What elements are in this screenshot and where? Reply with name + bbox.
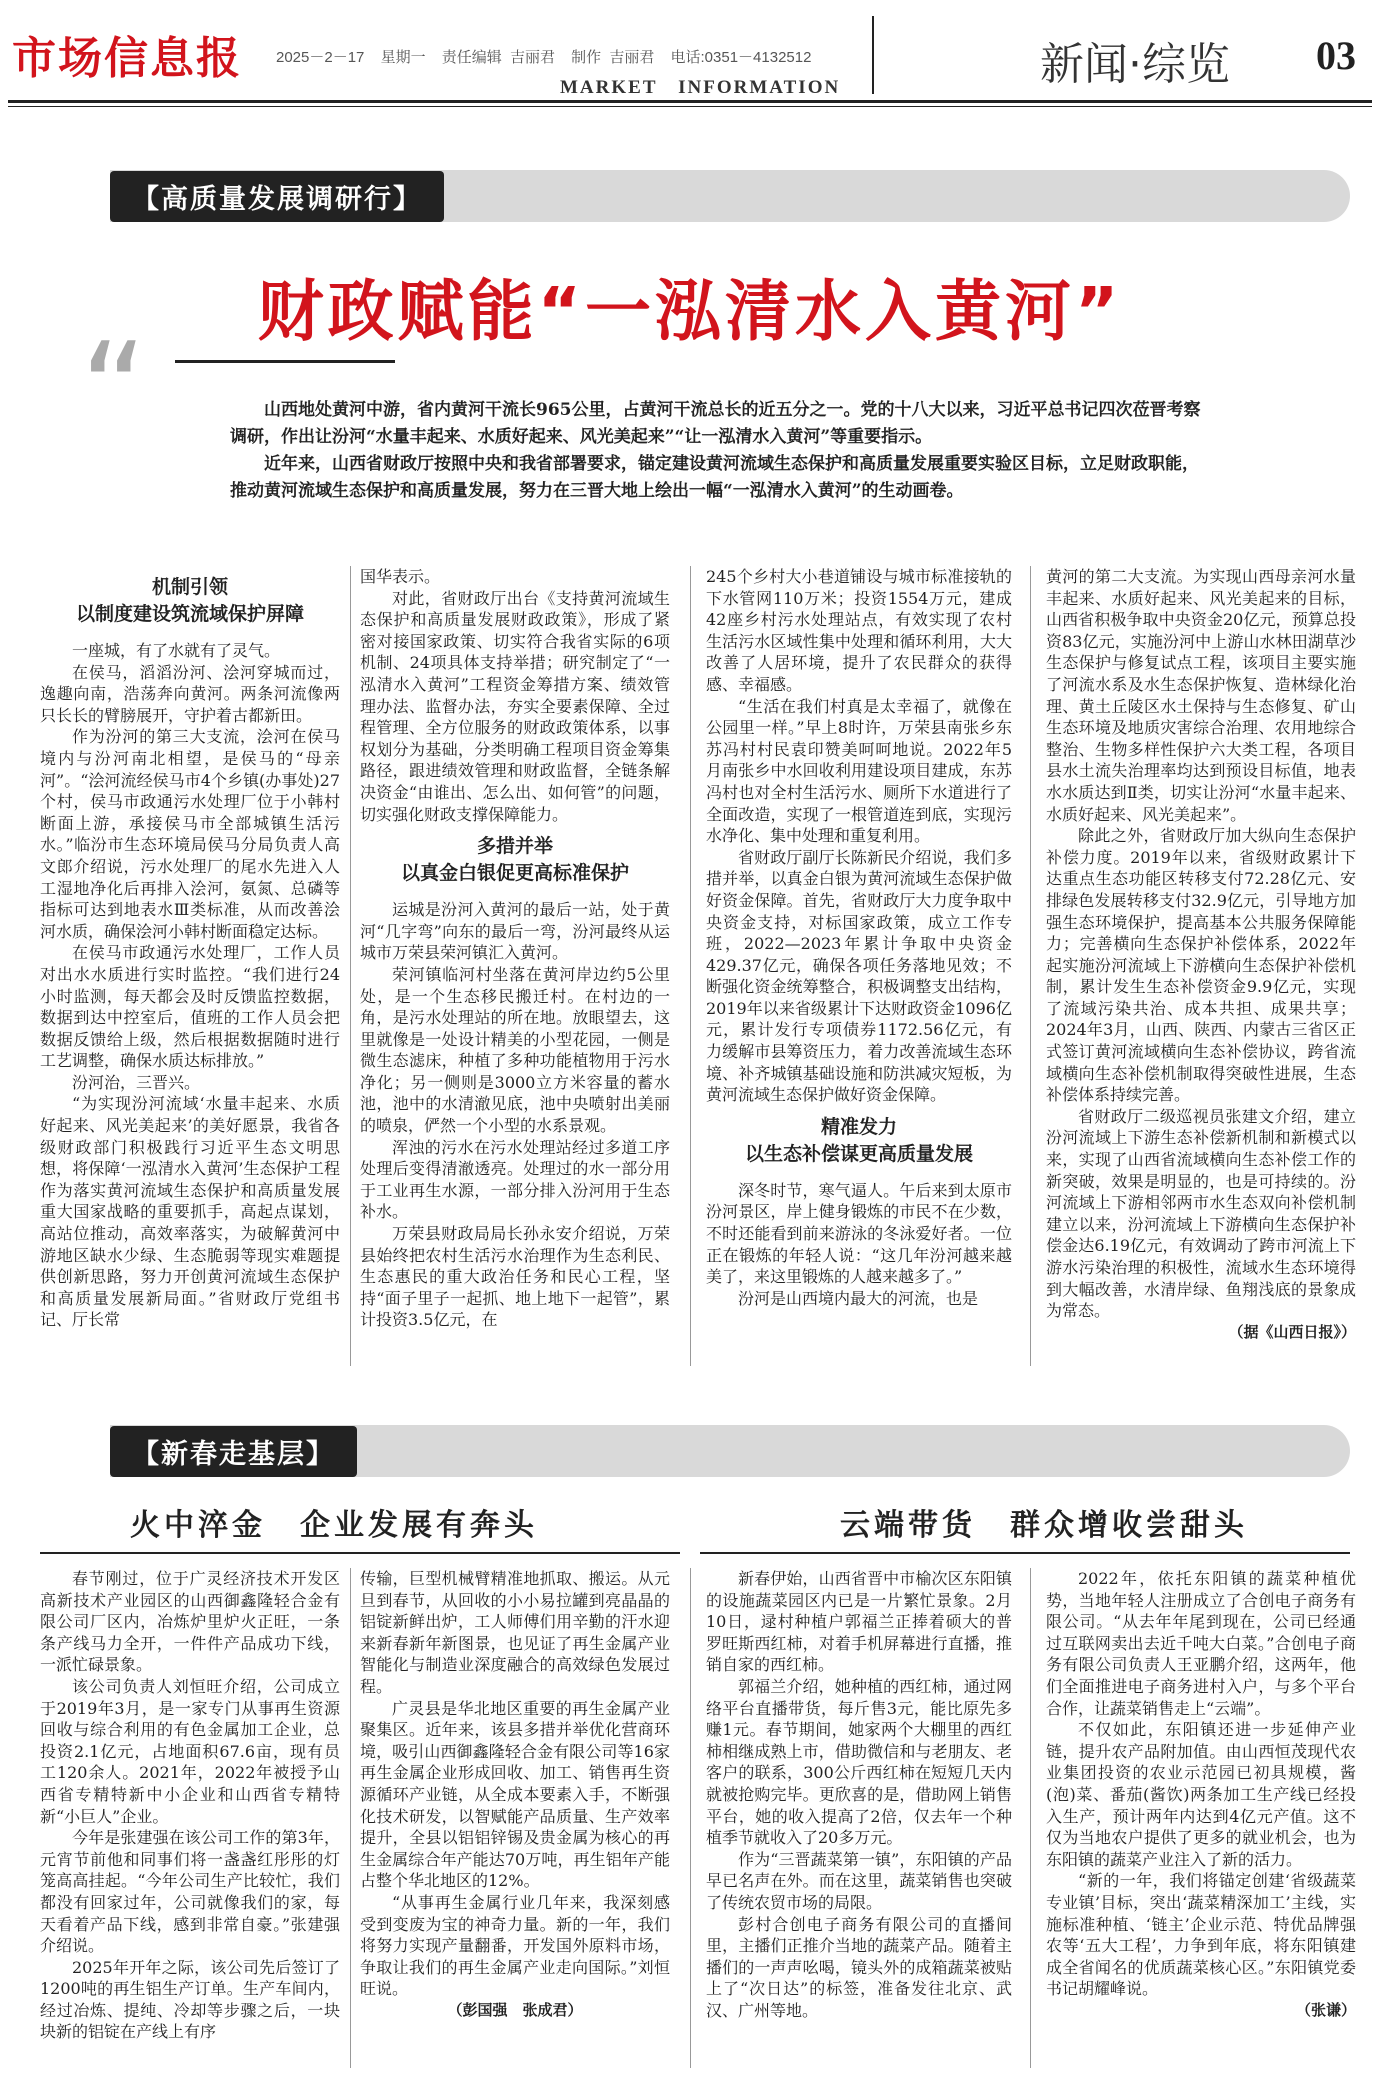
subhead — [40, 574, 340, 628]
column-divider — [690, 566, 691, 1366]
column-divider — [350, 566, 351, 1366]
section-tag-label: 【新春走基层】 — [110, 1426, 357, 1477]
section-tag-grassroots — [110, 1425, 1350, 1477]
paragraph: 2022年，依托东阳镇的蔬菜种植优势，当地年轻人注册成立了合创电子商务有限公司。“从去年年尾到现在，公司已经通过互联网卖出去近千吨大白菜。”合创电子商务有限公司负责人王亚鹏介绍，这两年，他们全面推进电子商务进村入户，与多个平台合作，让蔬菜销售走上“云端”。 — [1046, 1569, 1356, 1718]
paragraph: 省财政厅副厅长陈新民介绍说，我们多措并举，以真金白银为黄河流域生态保护做好资金保障。首先，省财政厅大力度争取中央资金支持，对标国家政策，成立工作专班，2022—2023年累计争取中央资金429.37亿元，确保各项任务落地见效；不断强化资金统筹整合，积极调整支出结构，2019年以来省级累计下达财政资金1096亿元，累计发行专项债券1172.56亿元，有力缓解市县筹资压力，着力改善流域生态环境、补齐城镇基础设施和防洪减灾短板，为黄河流域生态保护做好资金保障。 — [706, 847, 1012, 1105]
paragraph: 省财政厅二级巡视员张建文介绍，建立汾河流域上下游生态补偿新机制和新模式以来，实现了山西省流域横向生态补偿工作的新突破，效果是明显的，也是可持续的。汾河流域上下游相邻两市水生态双向补偿机制建立以来，汾河流域上下游横向生态保护补偿金达6.19亿元，有效调动了跨市河流上下游水污染治理的积极性，流域水生态环境得到大幅改善，水清岸绿、鱼翔浅底的景象成为常态。 — [1046, 1106, 1356, 1321]
feature-column-3 — [706, 566, 1012, 1366]
subhead — [360, 833, 670, 887]
paragraph: 该公司负责人刘恒旺介绍，公司成立于2019年3月，是一家专门从事再生资源回收与综合利用的有色金属加工企业，总投资2.1亿元，占地面积67.6亩，现有员工120余人。2021年，2022年被授予山西省专精特新中小企业和山西省专精特新“小巨人”企业。 — [40, 1676, 340, 1826]
feature-headline: 财政赋能“一泓清水入黄河” — [257, 273, 1123, 350]
section-name: 新闻·综览 — [1040, 39, 1230, 90]
paragraph: 浑浊的污水在污水处理站经过多道工序处理后变得清澈透亮。处理过的水一部分用于工业再生水源，一部分排入汾河用于生态补水。 — [360, 1137, 670, 1222]
headline-rule — [700, 1552, 1350, 1554]
section-tag-label: 【高质量发展调研行】 — [110, 171, 444, 222]
story-right-headline: 云端带货 群众增收尝甜头 — [840, 1508, 1248, 1543]
subhead-line: 以真金白银促更高标准保护 — [400, 862, 629, 885]
feature-column-2 — [360, 566, 670, 1366]
paragraph: “生活在我们村真是太幸福了，就像在公园里一样。”早上8时许，万荣县南张乡东苏冯村村民袁印赞美呵呵地说。2022年5月南张乡中水回收利用建设项目建成，东苏冯村也对全村生活污水、厕所下水道进行了全面改造，实现了一根管道连到底，实现污水净化、集中处理和重复利用。 — [706, 696, 1012, 846]
subhead-line: 以制度建设筑流域保护屏障 — [75, 603, 304, 625]
section-tag-research — [110, 170, 1350, 222]
subhead-line: 以生态补偿谋更高质量发展 — [744, 1142, 973, 1165]
producer-label: 制作 — [571, 49, 602, 66]
story-left-headline: 火中淬金 企业发展有奔头 — [130, 1508, 538, 1543]
paragraph: 黄河的第二大支流。为实现山西母亲河水量丰起来、水质好起来、风光美起来的目标，山西省积极争取中央资金20亿元，预算总投资83亿元，实施汾河中上游山水林田湖草沙生态保护与修复试点工程，该项目主要实施了河流水系及水生态保护恢复、造林绿化治理、黄土丘陵区水土保持与生态修复、矿山生态环境及地质灾害综合治理、农用地综合整治、生物多样性保护六大类工程，各项目县水土流失治理率均达到预设目标值，地表水水质达到Ⅱ类，切实让汾河“水量丰起来、水质好起来、风光美起来”。 — [1046, 567, 1356, 824]
paragraph: 国华表示。 — [360, 567, 441, 586]
paragraph: 广灵县是华北地区重要的再生金属产业聚集区。近年来，该县多措并举优化营商环境，吸引山西御鑫隆轻合金有限公司等16家再生金属企业形成回收、加工、销售再生资源循环产业链，从全成本要素入手，不断强化技术研发，以智赋能产品质量、生产效率提升，全县以铝铝锌锡及贵金属为核心的再生金属综合年产能达70万吨，再生铝年产能占整个华北地区的12%。 — [360, 1698, 670, 1891]
story-left-column-1 — [40, 1568, 340, 2068]
paragraph: 汾河是山西境内最大的河流，也是 — [738, 1288, 979, 1308]
paragraph: 春节刚过，位于广灵经济技术开发区高新技术产业园区的山西御鑫隆轻合金有限公司厂区内，冶炼炉里炉火正旺，一条条产线马力全开，一件件产品成功下线，一派忙碌景象。 — [40, 1569, 340, 1675]
column-divider — [350, 1568, 351, 2068]
story-left-column-2 — [360, 1568, 670, 2068]
subhead-line: 机制引领 — [151, 576, 228, 598]
paragraph: “为实现汾河流域‘水量丰起来、水质好起来、风光美起来’的美好愿景，我省各级财政部门积极践行习近平生态文明思想，将保障‘一泓清水入黄河’生态保护工程作为落实黄河流域生态保护和高质量发展重大国家战略的重要抓手，高起点谋划，高站位推动，高效率落实，为破解黄河中游地区缺水少绿、生态脆弱等现实难题提供创新思路，努力开创黄河流域生态保护和高质量发展新局面。”省财政厅党组书记、厅长常 — [40, 1094, 340, 1330]
paragraph: 深冬时节，寒气逼人。午后来到太原市汾河景区，岸上健身锻炼的市民不在少数，不时还能看到前来游泳的冬泳爱好者。一位正在锻炼的年轻人说：“这几年汾河越来越美了，来这里锻炼的人越来越多了。” — [706, 1180, 1012, 1287]
editor-label: 责任编辑 — [441, 49, 502, 66]
feature-lead — [230, 397, 1210, 505]
paragraph: 不仅如此，东阳镇还进一步延伸产业链，提升农产品附加值。由山西恒茂现代农业集团投资的农业示范园已初具规模，酱(泡)菜、番茄(酱饮)两条加工生产线已经投入生产，预计两年内达到4亿元产值。这不仅为当地农户提供了更多的就业机会，也为东阳镇的蔬菜产业注入了新的活力。 — [1046, 1720, 1356, 1869]
lead-paragraph: 近年来，山西省财政厅按照中央和我省部署要求，锚定建设黄河流域生态保护和高质量发展重要实验区目标，立足财政职能，推动黄河流域生态保护和高质量发展，努力在三晋大地上绘出一幅“一泓清水入黄河”的生动画卷。 — [230, 454, 1199, 501]
byline: （据《山西日报》） — [1228, 1322, 1356, 1341]
byline: （张谦） — [1295, 2000, 1356, 2019]
paragraph: 在侯马市政通污水处理厂，工作人员对出水水质进行实时监控。“我们进行24小时监测，每天都会及时反馈监控数据，数据到达中控室后，值班的工作人员会把数据反馈给上级，然后根据数据随时进行工艺调整，确保水质达标排放。” — [40, 943, 340, 1071]
page-number: 03 — [1316, 33, 1356, 78]
paragraph: 作为“三晋蔬菜第一镇”，东阳镇的产品早已名声在外。而在这里，蔬菜销售也突破了传统农贸市场的局限。 — [706, 1849, 1012, 1912]
paragraph: 2025年开年之际，该公司先后签订了1200吨的再生铝生产订单。生产车间内，经过冶炼、提纯、冷却等步骤之后，一块块新的铝锭在产线上有序 — [40, 1957, 340, 2042]
story-right-column-1 — [706, 1568, 1012, 2068]
column-divider — [1030, 1568, 1031, 2068]
masthead-divider — [872, 16, 874, 94]
paragraph: 彭村合创电子商务有限公司的直播间里，主播们正推介当地的蔬菜产品。随着主播们的一声声吆喝，镜头外的成箱蔬菜被贴上了“次日达”的标签，准备发往北京、武汉、广州等地。 — [706, 1914, 1012, 2020]
paragraph: “从事再生金属行业几年来，我深刻感受到变废为宝的神奇力量。新的一年，我们将努力实现产量翻番，开发国外原料市场，争取让我们的再生金属产业走向国际。”刘恒旺说。 — [360, 1892, 670, 1999]
column-divider — [1030, 566, 1031, 1366]
top-rule — [8, 100, 1372, 103]
paragraph: 运城是汾河入黄河的最后一站，处于黄河“几字弯”向东的最后一弯，汾河最终从运城市万荣县荣河镇汇入黄河。 — [360, 900, 670, 963]
issue-meta — [276, 46, 823, 67]
editor-name: 吉丽君 — [509, 49, 555, 66]
lead-paragraph: 山西地处黄河中游，省内黄河干流长965公里，占黄河干流总长的近五分之一。党的十八大以来，习近平总书记四次莅晋考察调研，作出让汾河“水量丰起来、水质好起来、风光美起来”“让一泓清水入黄河”等重要指示。 — [230, 400, 1201, 447]
subhead-line: 多措并举 — [476, 835, 553, 858]
paragraph: 在侯马，滔滔汾河、浍河穿城而过，逸趣向南，浩荡奔向黄河。两条河流像两只长长的臂膀展开，守护着古都新田。 — [40, 662, 340, 725]
story-right-column-2 — [1046, 1568, 1356, 2068]
paragraph: 郭福兰介绍，她种植的西红柿，通过网络平台直播带货，每斤售3元，能比原先多赚1元。春节期间，她家两个大棚里的西红柿相继成熟上市，借助微信和与老朋友、老客户的联系，300公斤西红柿在短短几天内就被抢购完毕。更欣喜的是，借助网上销售平台，她的收入提高了2倍，仅去年一个种植季节就收入了20多万元。 — [706, 1676, 1012, 1848]
feature-column-4 — [1046, 566, 1356, 1366]
issue-weekday: 星期一 — [380, 49, 426, 66]
paragraph: 传输，巨型机械臂精准地抓取、搬运。从元旦到春节，从回收的小小易拉罐到亮晶晶的铝锭新鲜出炉，工人师傅们用辛勤的汗水迎来新春新年新图景，也见证了再生金属产业智能化与制造业深度融合的高效绿色发展过程。 — [360, 1569, 670, 1696]
paragraph: 对此，省财政厅出台《支持黄河流域生态保护和高质量发展财政政策》，形成了紧密对接国家政策、切实符合我省实际的6项机制、24项具体支持举措；研究制定了“一泓清水入黄河”工程资金筹措方案、绩效管理办法、监督办法，夯实全要素保障、全过程管理、全方位服务的财政政策体系，以事权划分为基础，分类明确工程项目资金筹集路径，跟进绩效管理和财政监督，全链条解决资金“由谁出、怎么出、如何管”的问题，切实强化财政支撑保障能力。 — [360, 588, 670, 824]
paragraph: 汾河治，三晋兴。 — [72, 1072, 201, 1092]
top-rule-thin — [8, 106, 1372, 107]
paragraph: 万荣县财政局局长孙永安介绍说，万荣县始终把农村生活污水治理作为生态利民、生态惠民的重大政治任务和民心工程，坚持“面子里子一起抓、地上地下一起管”，累计投资3.5亿元，在 — [360, 1224, 670, 1330]
paragraph: 245个乡村大小巷道铺设与城市标准接轨的下水管网110万米；投资1554万元，建成42座乡村污水处理站点，有效实现了农村生活污水区域性集中处理和循环利用，大大改善了人居环境，提升了农民群众的获得感、幸福感。 — [706, 567, 1012, 694]
paragraph: 荣河镇临河村坐落在黄河岸边约5公里处，是一个生态移民搬迁村。在村边的一角，是污水处理站的所在地。放眼望去，这里就像是一处设计精美的小型花园，一侧是微生态滤床，种植了多种功能植物用于污水净化；另一侧则是3000立方米容量的蓄水池，池中的水清澈见底，池中央喷射出美丽的喷泉，俨然一个小型的水系景观。 — [360, 964, 670, 1136]
phone: 电话:0351－4132512 — [670, 49, 812, 66]
paragraph: 除此之外，省财政厅加大纵向生态保护补偿力度。2019年以来，省级财政累计下达重点生态功能区转移支付72.28亿元、安排绿色发展转移支付32.9亿元，引导地方加强生态环境保护，提高基本公共服务保障能力；完善横向生态保护补偿体系，2022年起实施汾河流域上下游横向生态保护补偿机制，累计发生生态补偿资金9.9亿元，实现了流域污染共治、成本共担、成果共享；2024年3月，山西、陕西、内蒙古三省区正式签订黄河流域横向生态补偿协议，跨省流域横向生态补偿机制取得突破性进展，生态补偿体系持续完善。 — [1046, 826, 1356, 1105]
issue-date: 2025－2－17 — [276, 49, 365, 66]
paragraph: 作为汾河的第三大支流，浍河在侯马境内与汾河南北相望，是侯马的“母亲河”。“浍河流经侯马市4个乡镇(办事处)27个村，侯马市政通污水处理厂位于小韩村断面上游，承接侯马市全部城镇生活污水。”临汾市生态环境局侯马分局负责人高文郎介绍说，污水处理厂的尾水先进入人工湿地净化后再排入浍河，氨氮、总磷等指标可达到地表水Ⅲ类标准，从而改善浍河水质，确保浍河小韩村断面稳定达标。 — [40, 727, 340, 941]
quote-rule — [175, 360, 395, 363]
quote-icon: “ — [80, 314, 148, 466]
producer-name: 吉丽君 — [609, 49, 655, 66]
paragraph: 今年是张建强在该公司工作的第3年，元宵节前他和同事们将一盏盏红彤彤的灯笼高高挂起。“今年公司生产比较忙，我们都没有回家过年，公司就像我们的家，每天看着产品下线，感到非常自豪。”张建强介绍说。 — [40, 1828, 340, 1956]
byline: （彭国强 张成君） — [447, 2000, 583, 2019]
feature-column-1 — [40, 566, 340, 1366]
newspaper-logo: 市场信息报 — [12, 33, 242, 84]
paragraph: 新春伊始，山西省晋中市榆次区东阳镇的设施蔬菜园区内已是一片繁忙景象。2月10日，逯村种植户郭福兰正捧着硕大的普罗旺斯西红柿，对着手机屏幕进行直播，推销自家的西红柿。 — [706, 1569, 1012, 1675]
paragraph: “新的一年，我们将锚定创建‘省级蔬菜专业镇’目标，突出‘蔬菜精深加工’主线，实施标准种植、‘链主’企业示范、特优品牌强农等‘五大工程’，力争到年底，将东阳镇建成全省闻名的优质蔬菜核心区。”东阳镇党委书记胡耀峰说。 — [1046, 1871, 1356, 1999]
headline-rule — [40, 1552, 680, 1554]
english-name: MARKET INFORMATION — [560, 77, 841, 98]
subhead-line: 精准发力 — [820, 1115, 897, 1138]
paragraph: 一座城，有了水就有了灵气。 — [72, 641, 281, 660]
column-divider — [690, 1568, 691, 2068]
subhead — [706, 1114, 1012, 1168]
